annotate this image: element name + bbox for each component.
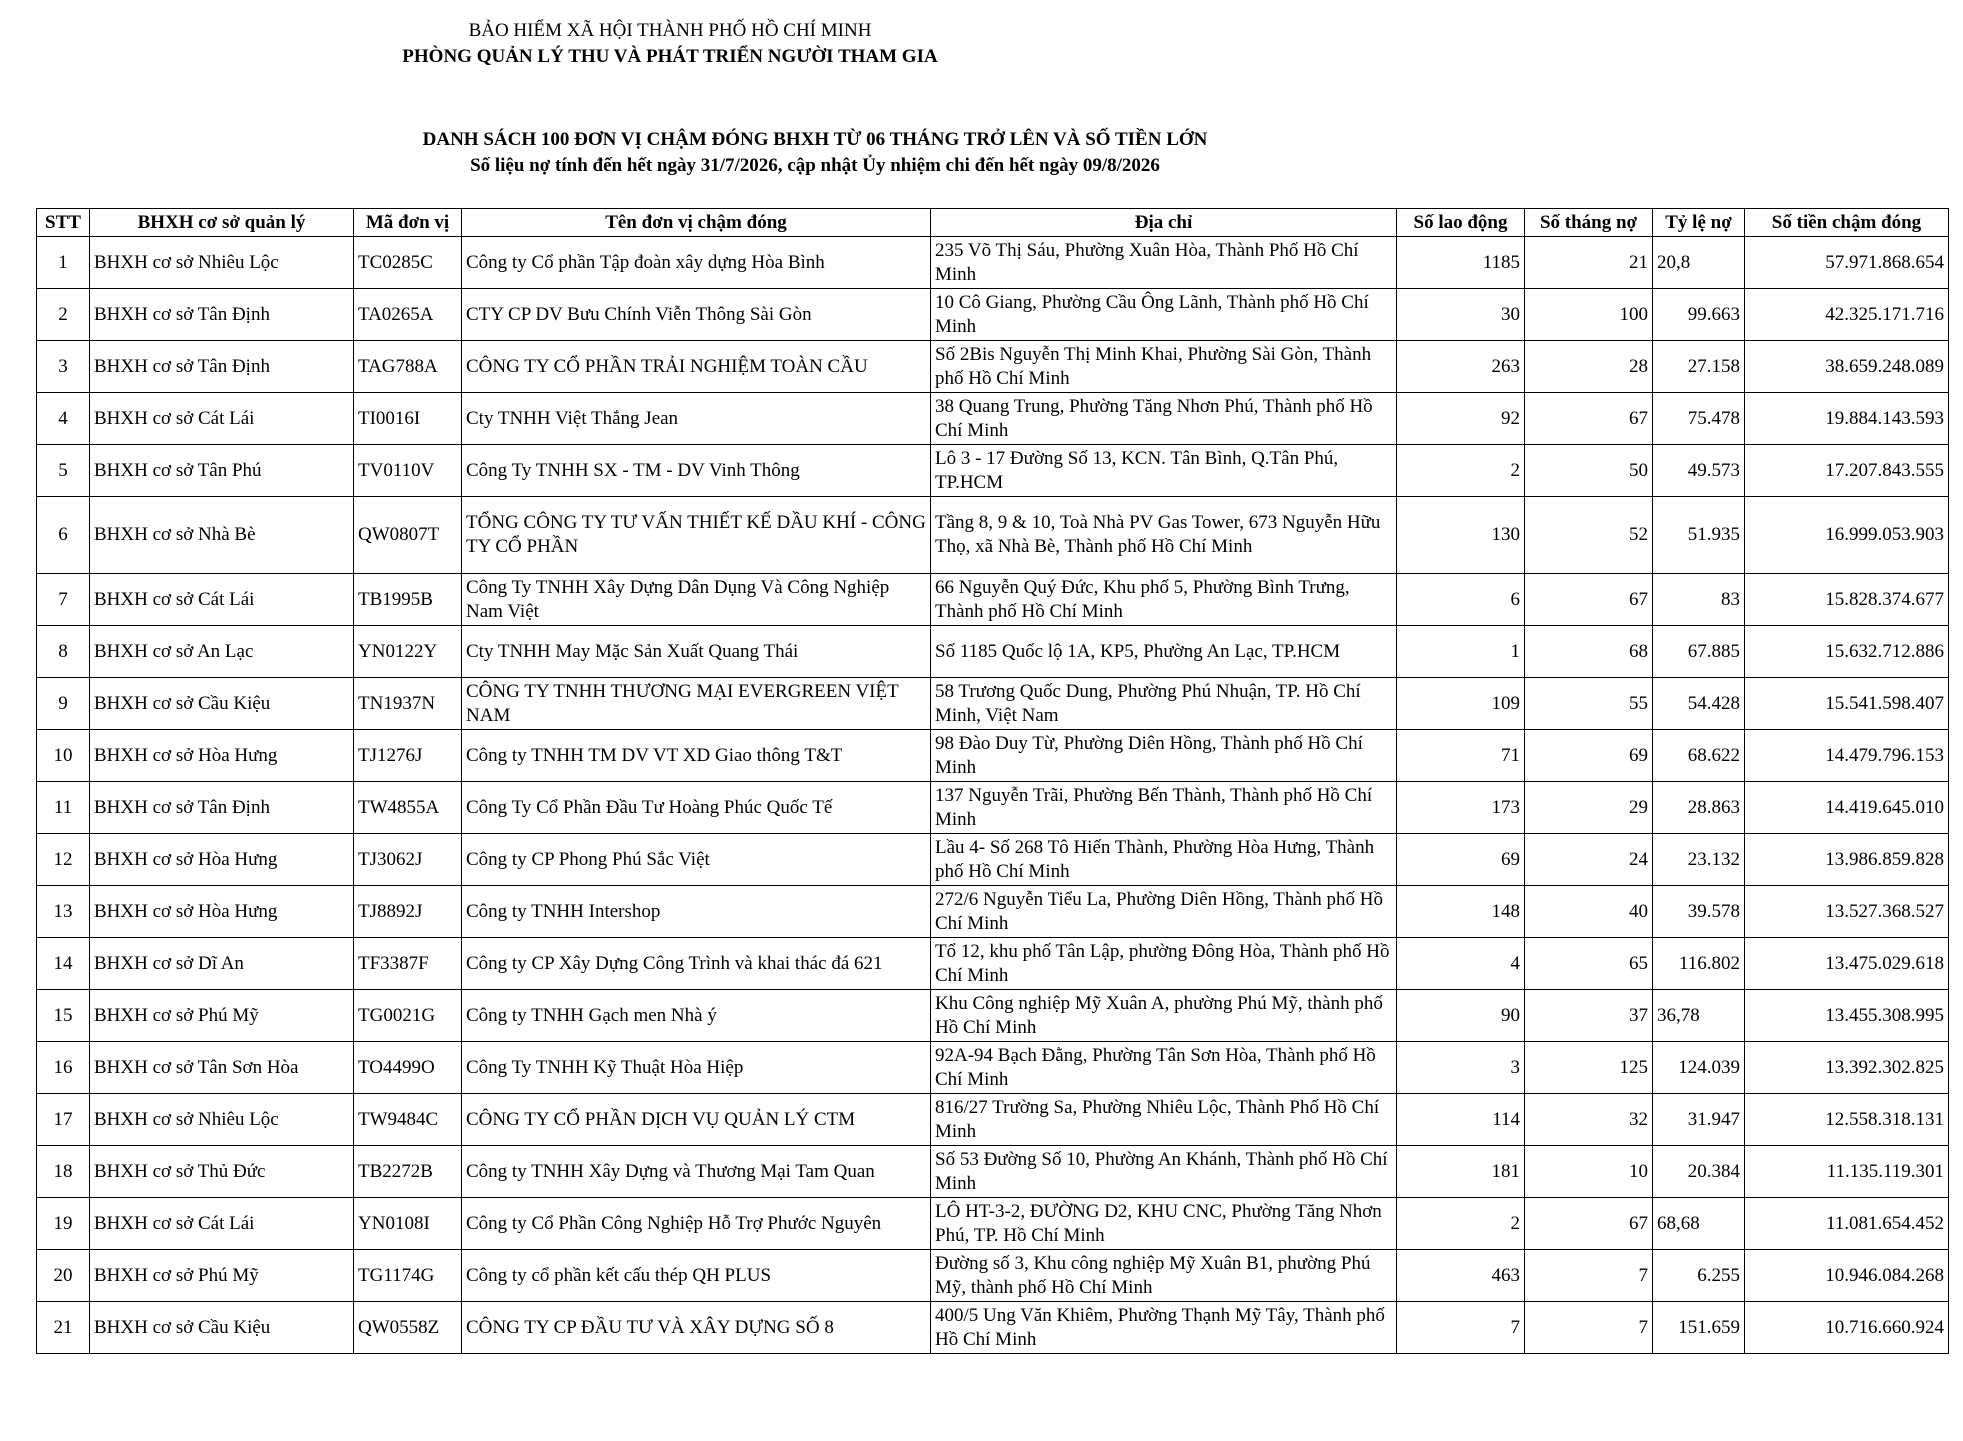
col-stt-cell: 15 (37, 990, 90, 1042)
col-address-cell: 816/27 Trường Sa, Phường Nhiêu Lộc, Thành Phố Hồ Chí Minh (931, 1094, 1397, 1146)
col-amount-owed-cell: 15.541.598.407 (1745, 678, 1949, 730)
col-amount-owed-cell: 13.392.302.825 (1745, 1042, 1949, 1094)
col-debt-ratio-cell: 27.158 (1653, 341, 1745, 393)
col-unit-code-cell: TJ8892J (354, 886, 462, 938)
col-bhxh-unit-cell: BHXH cơ sở Nhà Bè (90, 497, 354, 574)
table-row (37, 938, 1949, 990)
col-months-owed-cell: 67 (1525, 574, 1653, 626)
col-address-cell: Số 53 Đường Số 10, Phường An Khánh, Thành phố Hồ Chí Minh (931, 1146, 1397, 1198)
col-company-name-cell: Công ty cổ phần kết cấu thép QH PLUS (462, 1250, 931, 1302)
col-stt-cell: 20 (37, 1250, 90, 1302)
table-row (37, 393, 1949, 445)
col-unit-code-cell: TV0110V (354, 445, 462, 497)
col-unit-code-cell: QW0558Z (354, 1302, 462, 1354)
col-company-name-cell: CÔNG TY CỔ PHẦN DỊCH VỤ QUẢN LÝ CTM (462, 1094, 931, 1146)
col-debt-ratio-cell: 51.935 (1653, 497, 1745, 574)
col-debt-ratio-cell: 23.132 (1653, 834, 1745, 886)
col-bhxh-unit-cell: BHXH cơ sở Cát Lái (90, 393, 354, 445)
col-amount-owed-cell: 17.207.843.555 (1745, 445, 1949, 497)
col-unit-code-cell: QW0807T (354, 497, 462, 574)
col-amount-owed-header: Số tiền chậm đóng (1745, 209, 1949, 237)
col-stt-cell: 10 (37, 730, 90, 782)
col-company-name-cell: CÔNG TY CỔ PHẦN TRẢI NGHIỆM TOÀN CẦU (462, 341, 931, 393)
col-amount-owed-cell: 13.527.368.527 (1745, 886, 1949, 938)
col-debt-ratio-cell: 28.863 (1653, 782, 1745, 834)
col-bhxh-unit-header: BHXH cơ sở quản lý (90, 209, 354, 237)
col-address-cell: 235 Võ Thị Sáu, Phường Xuân Hòa, Thành Phố Hồ Chí Minh (931, 237, 1397, 289)
col-amount-owed-cell: 12.558.318.131 (1745, 1094, 1949, 1146)
col-debt-ratio-cell: 68,68 (1653, 1198, 1745, 1250)
col-unit-code-cell: TA0265A (354, 289, 462, 341)
col-months-owed-cell: 24 (1525, 834, 1653, 886)
col-months-owed-cell: 28 (1525, 341, 1653, 393)
col-debt-ratio-cell: 20.384 (1653, 1146, 1745, 1198)
col-months-owed-cell: 21 (1525, 237, 1653, 289)
document-subtitle: Số liệu nợ tính đến hết ngày 31/7/2026, cập nhật Ủy nhiệm chi đến hết ngày 09/8/2026 (470, 155, 1160, 176)
col-bhxh-unit-cell: BHXH cơ sở Cầu Kiệu (90, 678, 354, 730)
col-company-name-cell: Công ty TNHH Xây Dựng và Thương Mại Tam Quan (462, 1146, 931, 1198)
col-workers-cell: 463 (1397, 1250, 1525, 1302)
col-months-owed-cell: 67 (1525, 1198, 1653, 1250)
col-months-owed-header: Số tháng nợ (1525, 209, 1653, 237)
col-address-cell: Lầu 4- Số 268 Tô Hiến Thành, Phường Hòa Hưng, Thành phố Hồ Chí Minh (931, 834, 1397, 886)
col-workers-cell: 181 (1397, 1146, 1525, 1198)
col-unit-code-cell: TW4855A (354, 782, 462, 834)
col-address-cell: Tầng 8, 9 & 10, Toà Nhà PV Gas Tower, 673 Nguyễn Hữu Thọ, xã Nhà Bè, Thành phố Hồ Chí Minh (931, 497, 1397, 574)
col-address-cell: Lô 3 - 17 Đường Số 13, KCN. Tân Bình, Q.Tân Phú, TP.HCM (931, 445, 1397, 497)
col-months-owed-cell: 37 (1525, 990, 1653, 1042)
col-company-name-cell: Công ty TNHH Gạch men Nhà ý (462, 990, 931, 1042)
col-stt-cell: 9 (37, 678, 90, 730)
col-workers-cell: 69 (1397, 834, 1525, 886)
col-stt-cell: 13 (37, 886, 90, 938)
col-company-name-cell: Công ty CP Xây Dựng Công Trình và khai thác đá 621 (462, 938, 931, 990)
col-stt-cell: 5 (37, 445, 90, 497)
col-unit-code-cell: YN0108I (354, 1198, 462, 1250)
table-row (37, 834, 1949, 886)
col-address-cell: 38 Quang Trung, Phường Tăng Nhơn Phú, Thành phố Hồ Chí Minh (931, 393, 1397, 445)
col-stt-cell: 14 (37, 938, 90, 990)
col-months-owed-cell: 10 (1525, 1146, 1653, 1198)
col-workers-header: Số lao động (1397, 209, 1525, 237)
col-stt-cell: 21 (37, 1302, 90, 1354)
col-amount-owed-cell: 10.716.660.924 (1745, 1302, 1949, 1354)
col-workers-cell: 263 (1397, 341, 1525, 393)
table-row (37, 782, 1949, 834)
col-company-name-cell: Công ty Cổ Phần Công Nghiệp Hỗ Trợ Phước Nguyên (462, 1198, 931, 1250)
col-stt-cell: 6 (37, 497, 90, 574)
col-amount-owed-cell: 19.884.143.593 (1745, 393, 1949, 445)
table-row (37, 1094, 1949, 1146)
col-workers-cell: 1 (1397, 626, 1525, 678)
col-months-owed-cell: 69 (1525, 730, 1653, 782)
col-bhxh-unit-cell: BHXH cơ sở Nhiêu Lộc (90, 1094, 354, 1146)
col-unit-code-cell: TG0021G (354, 990, 462, 1042)
col-bhxh-unit-cell: BHXH cơ sở Thủ Đức (90, 1146, 354, 1198)
col-address-cell: LÔ HT-3-2, ĐƯỜNG D2, KHU CNC, Phường Tăng Nhơn Phú, TP. Hồ Chí Minh (931, 1198, 1397, 1250)
col-amount-owed-cell: 13.986.859.828 (1745, 834, 1949, 886)
col-months-owed-cell: 7 (1525, 1250, 1653, 1302)
col-address-cell: 98 Đào Duy Từ, Phường Diên Hồng, Thành phố Hồ Chí Minh (931, 730, 1397, 782)
col-company-name-cell: Công ty TNHH TM DV VT XD Giao thông T&T (462, 730, 931, 782)
col-unit-code-cell: TAG788A (354, 341, 462, 393)
table-row (37, 886, 1949, 938)
col-stt-cell: 12 (37, 834, 90, 886)
col-debt-ratio-cell: 20,8 (1653, 237, 1745, 289)
col-workers-cell: 4 (1397, 938, 1525, 990)
col-bhxh-unit-cell: BHXH cơ sở Hòa Hưng (90, 834, 354, 886)
col-months-owed-cell: 68 (1525, 626, 1653, 678)
col-address-cell: Số 1185 Quốc lộ 1A, KP5, Phường An Lạc, TP.HCM (931, 626, 1397, 678)
col-months-owed-cell: 7 (1525, 1302, 1653, 1354)
table-row (37, 1198, 1949, 1250)
col-address-header: Địa chỉ (931, 209, 1397, 237)
col-stt-cell: 11 (37, 782, 90, 834)
col-workers-cell: 114 (1397, 1094, 1525, 1146)
col-workers-cell: 90 (1397, 990, 1525, 1042)
col-months-owed-cell: 32 (1525, 1094, 1653, 1146)
col-unit-code-header: Mã đơn vị (354, 209, 462, 237)
col-debt-ratio-cell: 124.039 (1653, 1042, 1745, 1094)
col-bhxh-unit-cell: BHXH cơ sở Cầu Kiệu (90, 1302, 354, 1354)
table-row (37, 1302, 1949, 1354)
col-address-cell: 272/6 Nguyễn Tiểu La, Phường Diên Hồng, Thành phố Hồ Chí Minh (931, 886, 1397, 938)
col-company-name-header: Tên đơn vị chậm đóng (462, 209, 931, 237)
col-stt-cell: 2 (37, 289, 90, 341)
col-workers-cell: 109 (1397, 678, 1525, 730)
col-bhxh-unit-cell: BHXH cơ sở Phú Mỹ (90, 1250, 354, 1302)
col-amount-owed-cell: 16.999.053.903 (1745, 497, 1949, 574)
col-months-owed-cell: 65 (1525, 938, 1653, 990)
col-amount-owed-cell: 13.475.029.618 (1745, 938, 1949, 990)
col-bhxh-unit-cell: BHXH cơ sở Tân Định (90, 341, 354, 393)
col-bhxh-unit-cell: BHXH cơ sở Nhiêu Lộc (90, 237, 354, 289)
table-row (37, 237, 1949, 289)
col-workers-cell: 2 (1397, 445, 1525, 497)
col-amount-owed-cell: 14.479.796.153 (1745, 730, 1949, 782)
col-unit-code-cell: TJ1276J (354, 730, 462, 782)
col-company-name-cell: Công ty CP Phong Phú Sắc Việt (462, 834, 931, 886)
col-debt-ratio-cell: 99.663 (1653, 289, 1745, 341)
col-amount-owed-cell: 10.946.084.268 (1745, 1250, 1949, 1302)
col-months-owed-cell: 67 (1525, 393, 1653, 445)
col-debt-ratio-cell: 49.573 (1653, 445, 1745, 497)
col-debt-ratio-cell: 116.802 (1653, 938, 1745, 990)
col-months-owed-cell: 52 (1525, 497, 1653, 574)
col-unit-code-cell: TF3387F (354, 938, 462, 990)
col-bhxh-unit-cell: BHXH cơ sở Tân Phú (90, 445, 354, 497)
col-debt-ratio-cell: 75.478 (1653, 393, 1745, 445)
table-row (37, 289, 1949, 341)
col-company-name-cell: CTY CP DV Bưu Chính Viễn Thông Sài Gòn (462, 289, 931, 341)
col-company-name-cell: Công Ty Cổ Phần Đầu Tư Hoàng Phúc Quốc Tế (462, 782, 931, 834)
col-address-cell: 92A-94 Bạch Đằng, Phường Tân Sơn Hòa, Thành phố Hồ Chí Minh (931, 1042, 1397, 1094)
col-stt-cell: 18 (37, 1146, 90, 1198)
col-address-cell: Đường số 3, Khu công nghiệp Mỹ Xuân B1, phường Phú Mỹ, thành phố Hồ Chí Minh (931, 1250, 1397, 1302)
col-company-name-cell: Công Ty TNHH SX - TM - DV Vinh Thông (462, 445, 931, 497)
col-address-cell: 66 Nguyễn Quý Đức, Khu phố 5, Phường Bình Trưng, Thành phố Hồ Chí Minh (931, 574, 1397, 626)
col-stt-cell: 7 (37, 574, 90, 626)
col-bhxh-unit-cell: BHXH cơ sở Tân Định (90, 782, 354, 834)
col-unit-code-cell: TI0016I (354, 393, 462, 445)
col-unit-code-cell: TN1937N (354, 678, 462, 730)
col-amount-owed-cell: 11.135.119.301 (1745, 1146, 1949, 1198)
col-address-cell: 58 Trương Quốc Dung, Phường Phú Nhuận, TP. Hồ Chí Minh, Việt Nam (931, 678, 1397, 730)
col-debt-ratio-cell: 39.578 (1653, 886, 1745, 938)
col-bhxh-unit-cell: BHXH cơ sở Phú Mỹ (90, 990, 354, 1042)
col-address-cell: Số 2Bis Nguyễn Thị Minh Khai, Phường Sài Gòn, Thành phố Hồ Chí Minh (931, 341, 1397, 393)
col-amount-owed-cell: 15.828.374.677 (1745, 574, 1949, 626)
col-workers-cell: 6 (1397, 574, 1525, 626)
col-company-name-cell: Công Ty TNHH Xây Dựng Dân Dụng Và Công Nghiệp Nam Việt (462, 574, 931, 626)
table-row (37, 626, 1949, 678)
debt-table (36, 208, 1949, 1354)
col-company-name-cell: Công Ty TNHH Kỹ Thuật Hòa Hiệp (462, 1042, 931, 1094)
col-months-owed-cell: 50 (1525, 445, 1653, 497)
table-row (37, 445, 1949, 497)
col-stt-cell: 16 (37, 1042, 90, 1094)
col-workers-cell: 71 (1397, 730, 1525, 782)
table-header-row (37, 209, 1949, 237)
col-months-owed-cell: 100 (1525, 289, 1653, 341)
table-row (37, 341, 1949, 393)
col-bhxh-unit-cell: BHXH cơ sở An Lạc (90, 626, 354, 678)
col-bhxh-unit-cell: BHXH cơ sở Cát Lái (90, 1198, 354, 1250)
col-bhxh-unit-cell: BHXH cơ sở Tân Sơn Hòa (90, 1042, 354, 1094)
org-name-line-2: PHÒNG QUẢN LÝ THU VÀ PHÁT TRIỂN NGƯỜI THAM GIA (402, 46, 938, 67)
col-workers-cell: 92 (1397, 393, 1525, 445)
table-body (37, 237, 1949, 1354)
col-amount-owed-cell: 38.659.248.089 (1745, 341, 1949, 393)
col-unit-code-cell: YN0122Y (354, 626, 462, 678)
col-months-owed-cell: 125 (1525, 1042, 1653, 1094)
col-months-owed-cell: 40 (1525, 886, 1653, 938)
col-unit-code-cell: TB1995B (354, 574, 462, 626)
col-amount-owed-cell: 14.419.645.010 (1745, 782, 1949, 834)
table-row (37, 1146, 1949, 1198)
col-debt-ratio-cell: 68.622 (1653, 730, 1745, 782)
col-months-owed-cell: 55 (1525, 678, 1653, 730)
col-bhxh-unit-cell: BHXH cơ sở Hòa Hưng (90, 730, 354, 782)
col-bhxh-unit-cell: BHXH cơ sở Dĩ An (90, 938, 354, 990)
col-company-name-cell: Cty TNHH May Mặc Sản Xuất Quang Thái (462, 626, 931, 678)
col-stt-cell: 8 (37, 626, 90, 678)
col-stt-cell: 19 (37, 1198, 90, 1250)
col-unit-code-cell: TW9484C (354, 1094, 462, 1146)
col-stt-cell: 3 (37, 341, 90, 393)
col-workers-cell: 1185 (1397, 237, 1525, 289)
col-company-name-cell: Công ty Cổ phần Tập đoàn xây dựng Hòa Bình (462, 237, 931, 289)
table-row (37, 497, 1949, 574)
table-row (37, 1250, 1949, 1302)
col-amount-owed-cell: 57.971.868.654 (1745, 237, 1949, 289)
col-debt-ratio-cell: 36,78 (1653, 990, 1745, 1042)
table-row (37, 678, 1949, 730)
table-row (37, 730, 1949, 782)
col-unit-code-cell: TO4499O (354, 1042, 462, 1094)
col-company-name-cell: CÔNG TY CP ĐẦU TƯ VÀ XÂY DỰNG SỐ 8 (462, 1302, 931, 1354)
col-address-cell: 137 Nguyễn Trãi, Phường Bến Thành, Thành phố Hồ Chí Minh (931, 782, 1397, 834)
col-workers-cell: 2 (1397, 1198, 1525, 1250)
col-address-cell: 400/5 Ung Văn Khiêm, Phường Thạnh Mỹ Tây, Thành phố Hồ Chí Minh (931, 1302, 1397, 1354)
col-stt-cell: 4 (37, 393, 90, 445)
col-company-name-cell: Công ty TNHH Intershop (462, 886, 931, 938)
col-months-owed-cell: 29 (1525, 782, 1653, 834)
col-bhxh-unit-cell: BHXH cơ sở Cát Lái (90, 574, 354, 626)
col-unit-code-cell: TB2272B (354, 1146, 462, 1198)
col-address-cell: Khu Công nghiệp Mỹ Xuân A, phường Phú Mỹ, thành phố Hồ Chí Minh (931, 990, 1397, 1042)
col-stt-header: STT (37, 209, 90, 237)
col-amount-owed-cell: 15.632.712.886 (1745, 626, 1949, 678)
col-unit-code-cell: TC0285C (354, 237, 462, 289)
col-debt-ratio-cell: 67.885 (1653, 626, 1745, 678)
org-name-line-1: BẢO HIỂM XÃ HỘI THÀNH PHỐ HỒ CHÍ MINH (468, 20, 872, 41)
col-workers-cell: 7 (1397, 1302, 1525, 1354)
col-debt-ratio-cell: 31.947 (1653, 1094, 1745, 1146)
col-company-name-cell: Cty TNHH Việt Thắng Jean (462, 393, 931, 445)
col-unit-code-cell: TJ3062J (354, 834, 462, 886)
col-workers-cell: 173 (1397, 782, 1525, 834)
col-workers-cell: 3 (1397, 1042, 1525, 1094)
col-workers-cell: 30 (1397, 289, 1525, 341)
col-workers-cell: 130 (1397, 497, 1525, 574)
col-debt-ratio-cell: 54.428 (1653, 678, 1745, 730)
col-debt-ratio-header: Tỷ lệ nợ (1653, 209, 1745, 237)
col-bhxh-unit-cell: BHXH cơ sở Hòa Hưng (90, 886, 354, 938)
col-amount-owed-cell: 42.325.171.716 (1745, 289, 1949, 341)
col-stt-cell: 17 (37, 1094, 90, 1146)
col-unit-code-cell: TG1174G (354, 1250, 462, 1302)
col-debt-ratio-cell: 151.659 (1653, 1302, 1745, 1354)
table-row (37, 574, 1949, 626)
col-address-cell: 10 Cô Giang, Phường Cầu Ông Lãnh, Thành phố Hồ Chí Minh (931, 289, 1397, 341)
col-debt-ratio-cell: 6.255 (1653, 1250, 1745, 1302)
col-amount-owed-cell: 11.081.654.452 (1745, 1198, 1949, 1250)
col-stt-cell: 1 (37, 237, 90, 289)
col-workers-cell: 148 (1397, 886, 1525, 938)
table-row (37, 1042, 1949, 1094)
col-address-cell: Tổ 12, khu phố Tân Lập, phường Đông Hòa, Thành phố Hồ Chí Minh (931, 938, 1397, 990)
col-bhxh-unit-cell: BHXH cơ sở Tân Định (90, 289, 354, 341)
col-debt-ratio-cell: 83 (1653, 574, 1745, 626)
col-company-name-cell: CÔNG TY TNHH THƯƠNG MẠI EVERGREEN VIỆT NAM (462, 678, 931, 730)
col-company-name-cell: TỔNG CÔNG TY TƯ VẤN THIẾT KẾ DẦU KHÍ - CÔNG TY CỔ PHẦN (462, 497, 931, 574)
table-row (37, 990, 1949, 1042)
col-amount-owed-cell: 13.455.308.995 (1745, 990, 1949, 1042)
document-title: DANH SÁCH 100 ĐƠN VỊ CHẬM ĐÓNG BHXH TỪ 06 THÁNG TRỞ LÊN VÀ SỐ TIỀN LỚN (422, 129, 1208, 150)
